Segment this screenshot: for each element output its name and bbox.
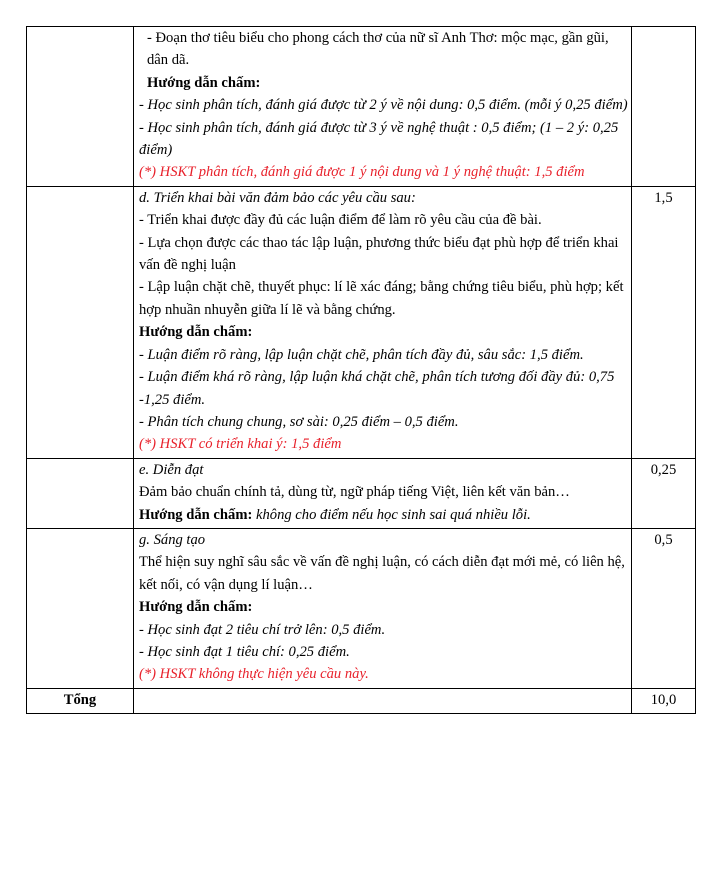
guide-line: - Học sinh đạt 1 tiêu chí: 0,25 điểm. xyxy=(139,643,350,660)
guide-line: - Luận điểm rõ ràng, lập luận chặt chẽ, phân tích đầy đủ, sâu sắc: 1,5 điểm. xyxy=(139,346,584,363)
criterion-line: Thể hiện suy nghĩ sâu sắc về vấn đề nghị luận, có cách diễn đạt mới mẻ, có liên hệ, kết nối, có vận dụng lí luận… xyxy=(139,554,625,593)
guide-text: không cho điểm nếu học sinh sai quá nhiều lỗi. xyxy=(252,506,531,523)
table-row xyxy=(27,528,696,688)
guide-paragraph xyxy=(139,504,631,526)
criterion-line: Đảm bảo chuẩn chính tả, dùng từ, ngữ pháp tiếng Việt, liên kết văn bản… xyxy=(139,484,570,501)
criterion-title: d. Triển khai bài văn đảm bảo các yêu cầu sau: xyxy=(139,189,416,206)
score-cell: 0,25 xyxy=(632,458,696,528)
criterion-title: g. Sáng tạo xyxy=(139,531,206,548)
content-cell xyxy=(134,27,632,187)
guide-heading: Hướng dẫn chấm: xyxy=(147,74,261,91)
label-cell xyxy=(27,528,134,688)
table-row xyxy=(27,186,696,458)
total-score: 10,0 xyxy=(632,688,696,713)
criterion-line: - Triển khai được đầy đủ các luận điểm để làm rõ yêu cầu của đề bài. xyxy=(139,212,542,229)
criterion-title: e. Diễn đạt xyxy=(139,461,204,478)
table-row xyxy=(27,27,696,187)
score-cell: 1,5 xyxy=(632,186,696,458)
label-cell xyxy=(27,27,134,187)
table-row xyxy=(27,458,696,528)
content-cell xyxy=(134,528,632,688)
content-cell xyxy=(134,186,632,458)
total-row xyxy=(27,688,696,713)
criterion-line: - Đoạn thơ tiêu biểu cho phong cách thơ của nữ sĩ Anh Thơ: mộc mạc, gần gũi, dân dã. xyxy=(147,30,609,69)
guide-heading: Hướng dẫn chấm: xyxy=(139,599,253,616)
guide-line: - Luận điểm khá rõ ràng, lập luận khá chặt chẽ, phân tích tương đối đầy đủ: 0,75 -1,25 điểm. xyxy=(139,369,615,408)
score-cell xyxy=(632,27,696,187)
special-needs-note: (*) HSKT có triển khai ý: 1,5 điểm xyxy=(139,436,342,453)
criterion-line: - Lập luận chặt chẽ, thuyết phục: lí lẽ xác đáng; bằng chứng tiêu biểu, phù hợp; kết hợp nhuần nhuyễn giữa lí lẽ và bằng chứng. xyxy=(139,279,624,318)
label-cell xyxy=(27,458,134,528)
special-needs-note: (*) HSKT phân tích, đánh giá được 1 ý nội dung và 1 ý nghệ thuật: 1,5 điểm xyxy=(139,164,585,181)
guide-line: - Phân tích chung chung, sơ sài: 0,25 điểm – 0,5 điểm. xyxy=(139,413,459,430)
total-content-cell xyxy=(134,688,632,713)
content-cell xyxy=(134,458,632,528)
label-cell xyxy=(27,186,134,458)
total-label: Tổng xyxy=(27,688,134,713)
guide-line: - Học sinh đạt 2 tiêu chí trở lên: 0,5 điểm. xyxy=(139,621,386,638)
grading-table xyxy=(26,26,696,714)
special-needs-note: (*) HSKT không thực hiện yêu cầu này. xyxy=(139,666,369,683)
guide-line: - Học sinh phân tích, đánh giá được từ 2 ý về nội dung: 0,5 điểm. (mỗi ý 0,25 điểm) xyxy=(139,97,628,114)
score-cell: 0,5 xyxy=(632,528,696,688)
guide-line: - Học sinh phân tích, đánh giá được từ 3 ý về nghệ thuật : 0,5 điểm; (1 – 2 ý: 0,25 điểm) xyxy=(139,119,619,159)
criterion-line: - Lựa chọn được các thao tác lập luận, phương thức biểu đạt phù hợp để triển khai vấn đề nghị luận xyxy=(139,234,619,274)
guide-heading: Hướng dẫn chấm: xyxy=(139,506,253,523)
guide-heading: Hướng dẫn chấm: xyxy=(139,324,253,341)
